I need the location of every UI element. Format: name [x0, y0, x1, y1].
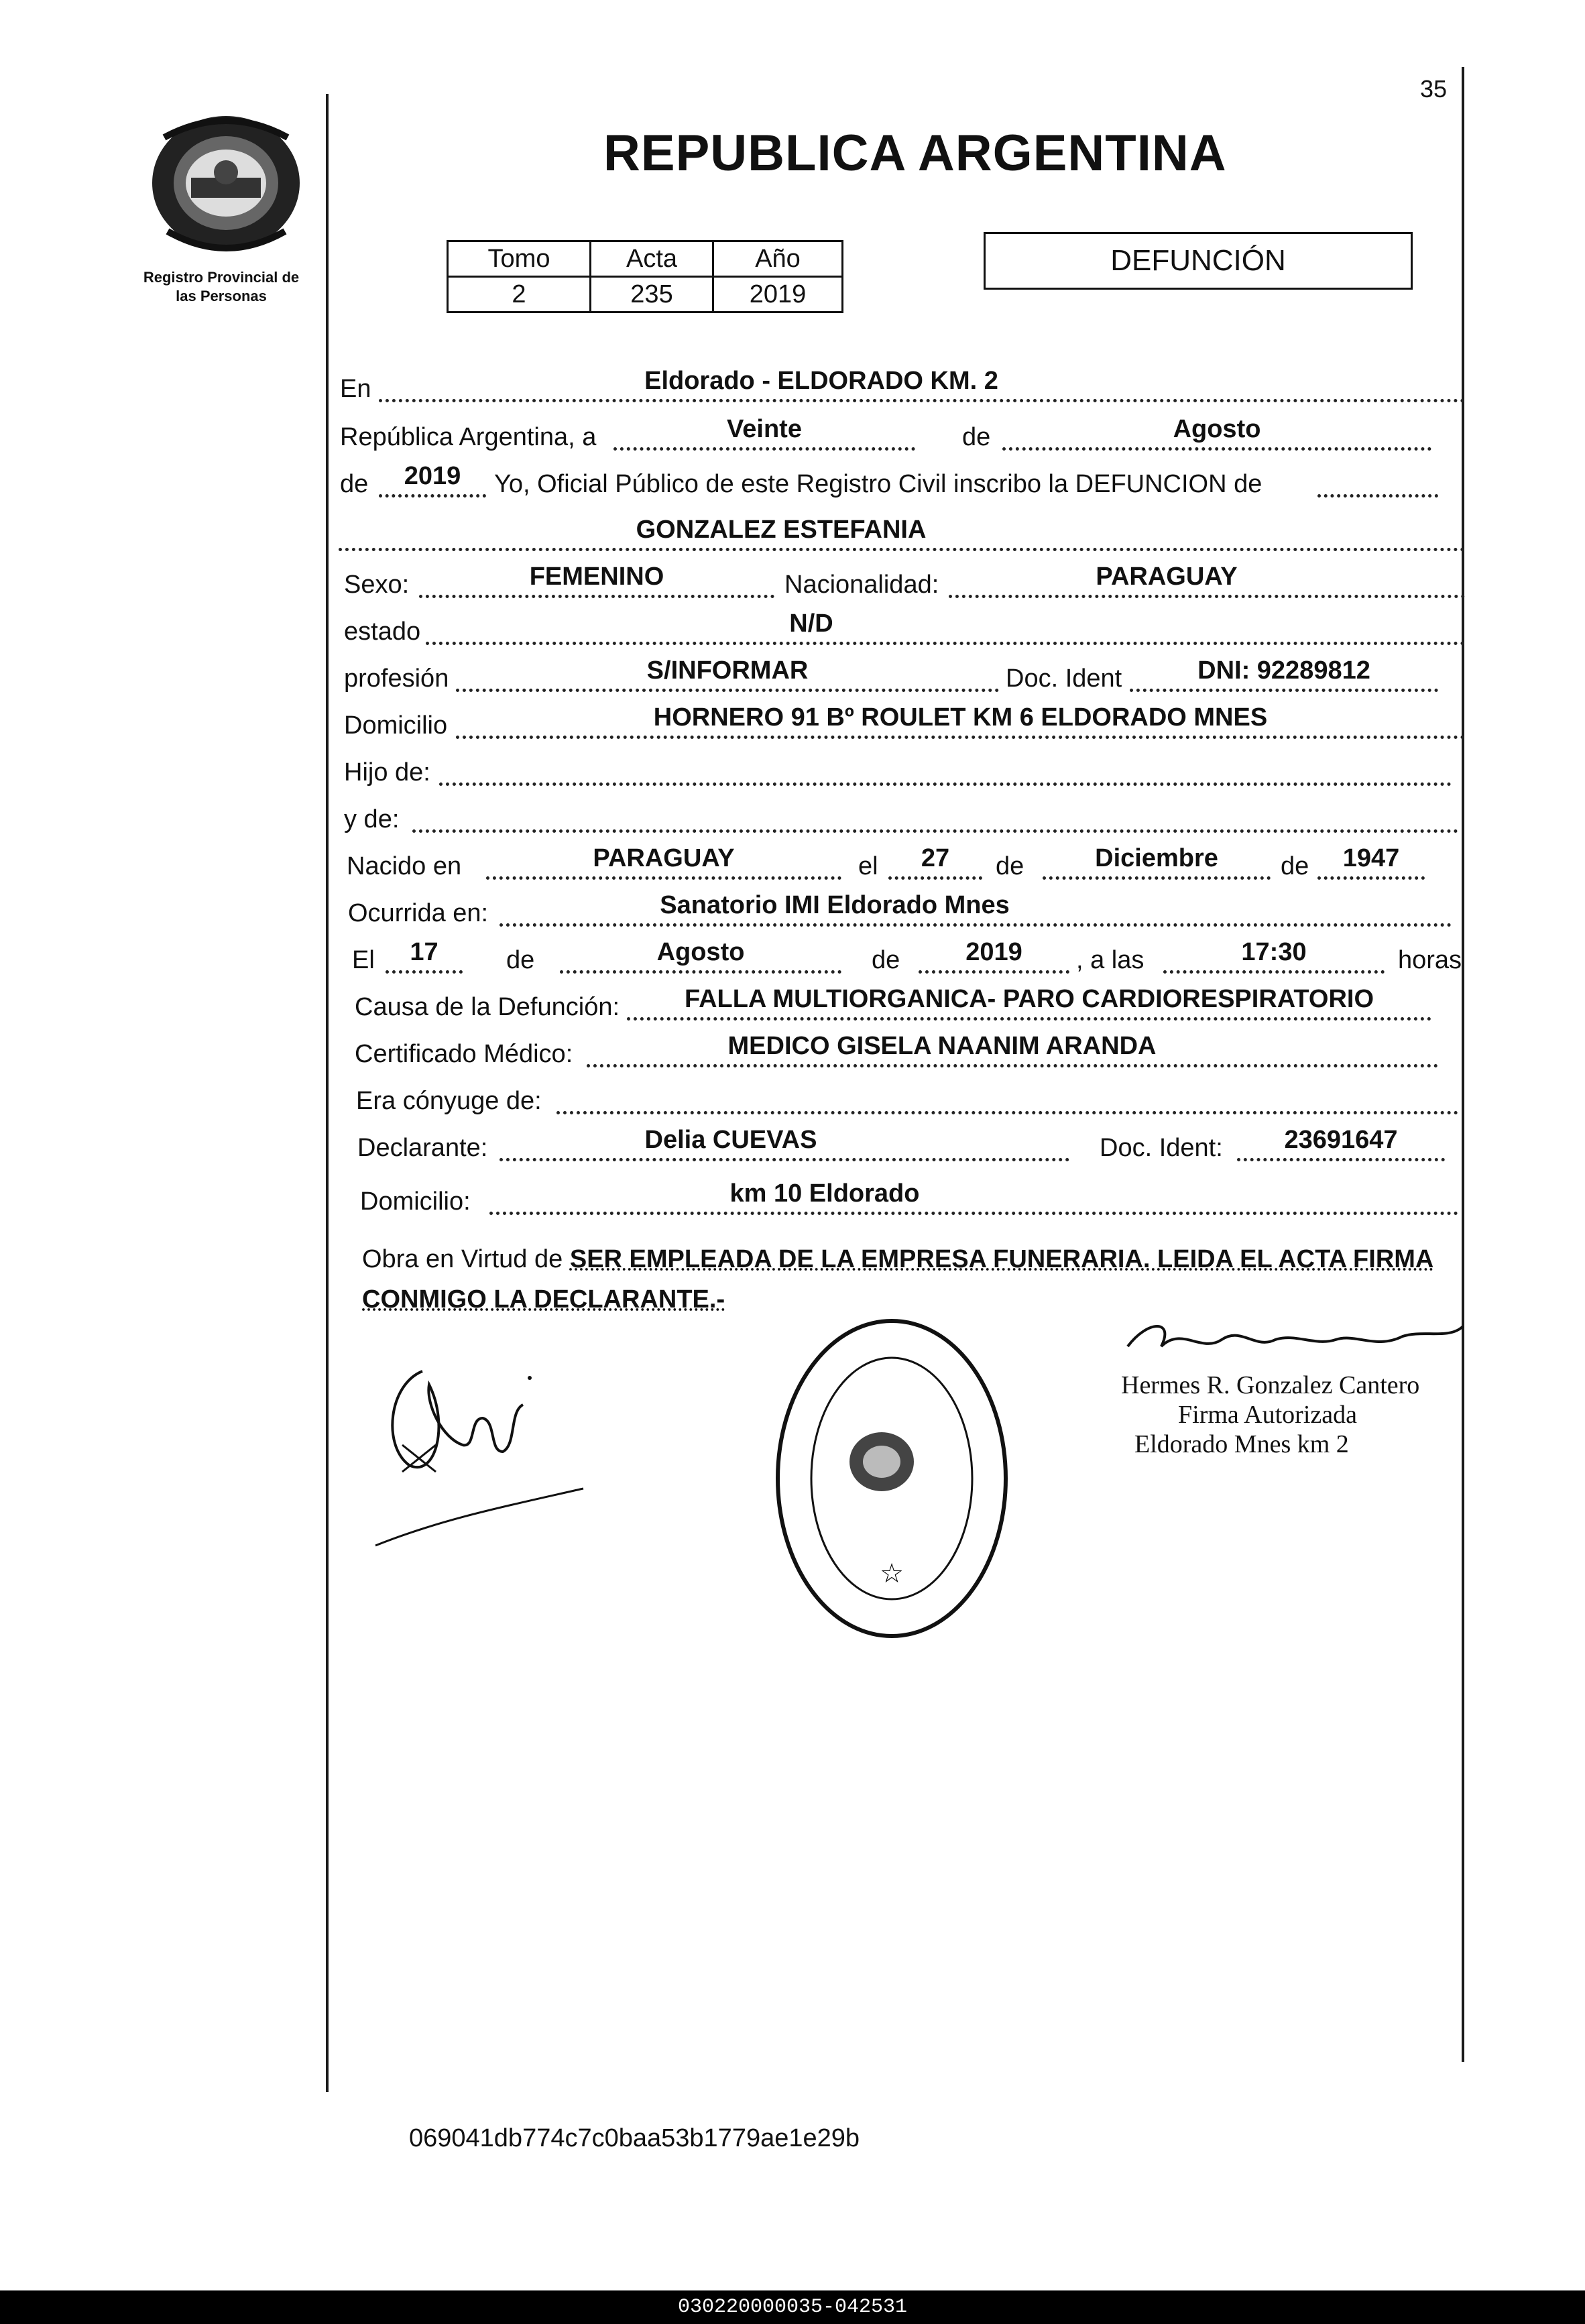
decl-doc-dotted-line — [1237, 1158, 1445, 1161]
official-stamp — [771, 1314, 1012, 1646]
record-type-box: DEFUNCIÓN — [984, 232, 1413, 290]
nacionalidad-dotted-line — [949, 595, 1465, 598]
row-profesion — [339, 657, 1468, 697]
month-text: Agosto — [1173, 415, 1261, 443]
certificado-dotted-line — [587, 1064, 1438, 1067]
birth-day: 27 — [921, 844, 950, 872]
hijo-de-label: Hijo de: — [344, 758, 430, 787]
el-cap-label: El — [352, 946, 375, 974]
name-dotted-line — [339, 548, 1465, 551]
birth-month: Diciembre — [1095, 844, 1218, 872]
doc-ident-value: DNI: 92289812 — [1197, 656, 1370, 685]
document-title: REPUBLICA ARGENTINA — [603, 125, 1227, 182]
ocurrida-dotted-line — [500, 923, 1452, 927]
agency-name — [114, 268, 329, 306]
en-label: En — [340, 375, 371, 403]
row-sexo — [339, 563, 1468, 603]
obra-text: SER EMPLEADA DE LA EMPRESA FUNERARIA. LEIDA EL ACTA FIRMA CONMIGO LA DECLARANTE.- — [362, 1245, 1434, 1314]
causa-value: FALLA MULTIORGANICA- PARO CARDIORESPIRATORIO — [684, 985, 1374, 1013]
birth-day-dotted-line — [888, 876, 982, 880]
death-month-dotted-line — [560, 970, 841, 974]
document-hash: 069041db774c7c0baa53b1779ae1e29b — [409, 2124, 860, 2152]
footer-barcode-text: 030220000035-042531 — [0, 2290, 1585, 2324]
reference-table — [447, 240, 843, 313]
de-label-1: de — [962, 423, 991, 451]
nacido-en-dotted-line — [486, 876, 841, 880]
declarante-value: Delia CUEVAS — [644, 1126, 817, 1154]
official-office: Eldorado Mnes km 2 — [1134, 1430, 1349, 1458]
row-fecha — [339, 416, 1468, 456]
deceased-name: GONZALEZ ESTEFANIA — [636, 516, 927, 544]
profesion-value: S/INFORMAR — [646, 656, 809, 685]
profesion-label: profesión — [344, 664, 449, 693]
anio-header: Año — [713, 241, 843, 277]
obra-en-virtud — [362, 1239, 1502, 1320]
official-role: Firma Autorizada — [1178, 1401, 1357, 1429]
death-time-dotted-line — [1163, 970, 1385, 974]
causa-dotted-line — [627, 1017, 1431, 1021]
ocurrida-value: Sanatorio IMI Eldorado Mnes — [660, 891, 1010, 919]
death-day: 17 — [410, 938, 438, 966]
anio-value: 2019 — [713, 277, 843, 312]
el-label: el — [858, 852, 878, 880]
horas-label: horas — [1398, 946, 1462, 974]
hijo-de-dotted-line — [439, 782, 1452, 786]
birth-year-dotted-line — [1317, 876, 1425, 880]
day-text: Veinte — [727, 415, 802, 443]
sexo-value: FEMENINO — [529, 563, 664, 591]
decl-doc-label: Doc. Ident: — [1100, 1134, 1223, 1162]
official-name: Hermes R. Gonzalez Cantero — [1121, 1371, 1420, 1399]
domicilio-dotted-line — [456, 736, 1465, 739]
conyuge-dotted-line — [556, 1111, 1458, 1114]
ocurrida-label: Ocurrida en: — [348, 899, 489, 927]
estado-dotted-line — [426, 642, 1465, 645]
death-day-dotted-line — [386, 970, 463, 974]
agency-name-line1: Registro Provincial de — [143, 269, 300, 286]
sexo-dotted-line — [419, 595, 774, 598]
row-declarante — [339, 1126, 1468, 1167]
left-margin-rule — [326, 94, 329, 2092]
row-fecha-defuncion — [339, 939, 1468, 979]
row-certificado — [339, 1033, 1468, 1073]
official-info — [1121, 1371, 1419, 1459]
decl-domicilio-label: Domicilio: — [360, 1187, 471, 1216]
estado-value: N/D — [789, 609, 833, 638]
declarante-label: Declarante: — [357, 1134, 488, 1162]
nacionalidad-label: Nacionalidad: — [784, 571, 939, 599]
intro-text: Yo, Oficial Público de este Registro Civil inscribo la DEFUNCION de — [494, 470, 1263, 498]
doc-ident-dotted-line — [1130, 689, 1438, 692]
domicilio-label: Domicilio — [344, 711, 448, 740]
row-nacido — [339, 845, 1468, 885]
domicilio-value: HORNERO 91 Bº ROULET KM 6 ELDORADO MNES — [653, 703, 1268, 732]
nacionalidad-value: PARAGUAY — [1096, 563, 1238, 591]
obra-label: Obra en Virtud de — [362, 1245, 563, 1273]
page-number: 35 — [1420, 75, 1448, 103]
declarant-signature — [362, 1344, 630, 1562]
declarante-dotted-line — [500, 1158, 1069, 1161]
row-deceased-name — [339, 516, 1468, 557]
tomo-value: 2 — [448, 277, 591, 312]
doc-ident-label: Doc. Ident — [1006, 664, 1122, 693]
de-label-5: de — [506, 946, 535, 974]
death-year: 2019 — [965, 938, 1022, 966]
estado-label: estado — [344, 618, 421, 646]
svg-text:☆: ☆ — [880, 1558, 904, 1589]
agency-name-line2: las Personas — [176, 288, 267, 304]
en-dotted-line — [379, 399, 1465, 402]
death-month: Agosto — [656, 938, 745, 966]
sexo-label: Sexo: — [344, 571, 410, 599]
de-label-4: de — [1281, 852, 1309, 880]
day-dotted-line — [613, 447, 915, 451]
misiones-seal-logo — [137, 111, 315, 255]
tomo-header: Tomo — [448, 241, 591, 277]
republica-label: República Argentina, a — [340, 423, 597, 451]
official-signature — [1121, 1313, 1470, 1370]
conyuge-label: Era cónyuge de: — [356, 1087, 542, 1115]
nacido-en-label: Nacido en — [347, 852, 462, 880]
y-de-label: y de: — [344, 805, 400, 833]
row-en — [339, 367, 1468, 408]
acta-value: 235 — [591, 277, 713, 312]
row-hijo-de — [339, 751, 1468, 791]
de-label-3: de — [996, 852, 1024, 880]
birth-month-dotted-line — [1043, 876, 1271, 880]
profesion-dotted-line — [456, 689, 999, 692]
row-ocurrida — [339, 892, 1468, 932]
row-causa — [339, 986, 1468, 1026]
row-decl-domicilio — [339, 1180, 1468, 1220]
decl-domicilio-dotted-line — [489, 1212, 1458, 1215]
en-value: Eldorado - ELDORADO KM. 2 — [644, 367, 998, 395]
year-dotted-line — [379, 494, 486, 498]
certificado-value: MEDICO GISELA NAANIM ARANDA — [727, 1032, 1157, 1060]
intro-dotted-line — [1317, 494, 1438, 498]
acta-header: Acta — [591, 241, 713, 277]
birth-year: 1947 — [1342, 844, 1400, 872]
causa-label: Causa de la Defunción: — [355, 993, 620, 1021]
decl-domicilio-value: km 10 Eldorado — [729, 1179, 920, 1208]
death-time: 17:30 — [1241, 938, 1307, 966]
row-domicilio — [339, 704, 1468, 744]
a-las-label: , a las — [1076, 946, 1144, 974]
de-label-2: de — [340, 470, 369, 498]
row-estado — [339, 610, 1468, 650]
row-intro — [339, 463, 1468, 503]
month-dotted-line — [1002, 447, 1431, 451]
certificado-label: Certificado Médico: — [355, 1040, 573, 1068]
row-y-de — [339, 798, 1468, 838]
year-value: 2019 — [404, 462, 461, 490]
y-de-dotted-line — [412, 829, 1458, 833]
death-year-dotted-line — [919, 970, 1069, 974]
nacido-en-value: PARAGUAY — [593, 844, 735, 872]
row-conyuge — [339, 1080, 1468, 1120]
decl-doc-value: 23691647 — [1284, 1126, 1398, 1154]
de-label-6: de — [872, 946, 900, 974]
